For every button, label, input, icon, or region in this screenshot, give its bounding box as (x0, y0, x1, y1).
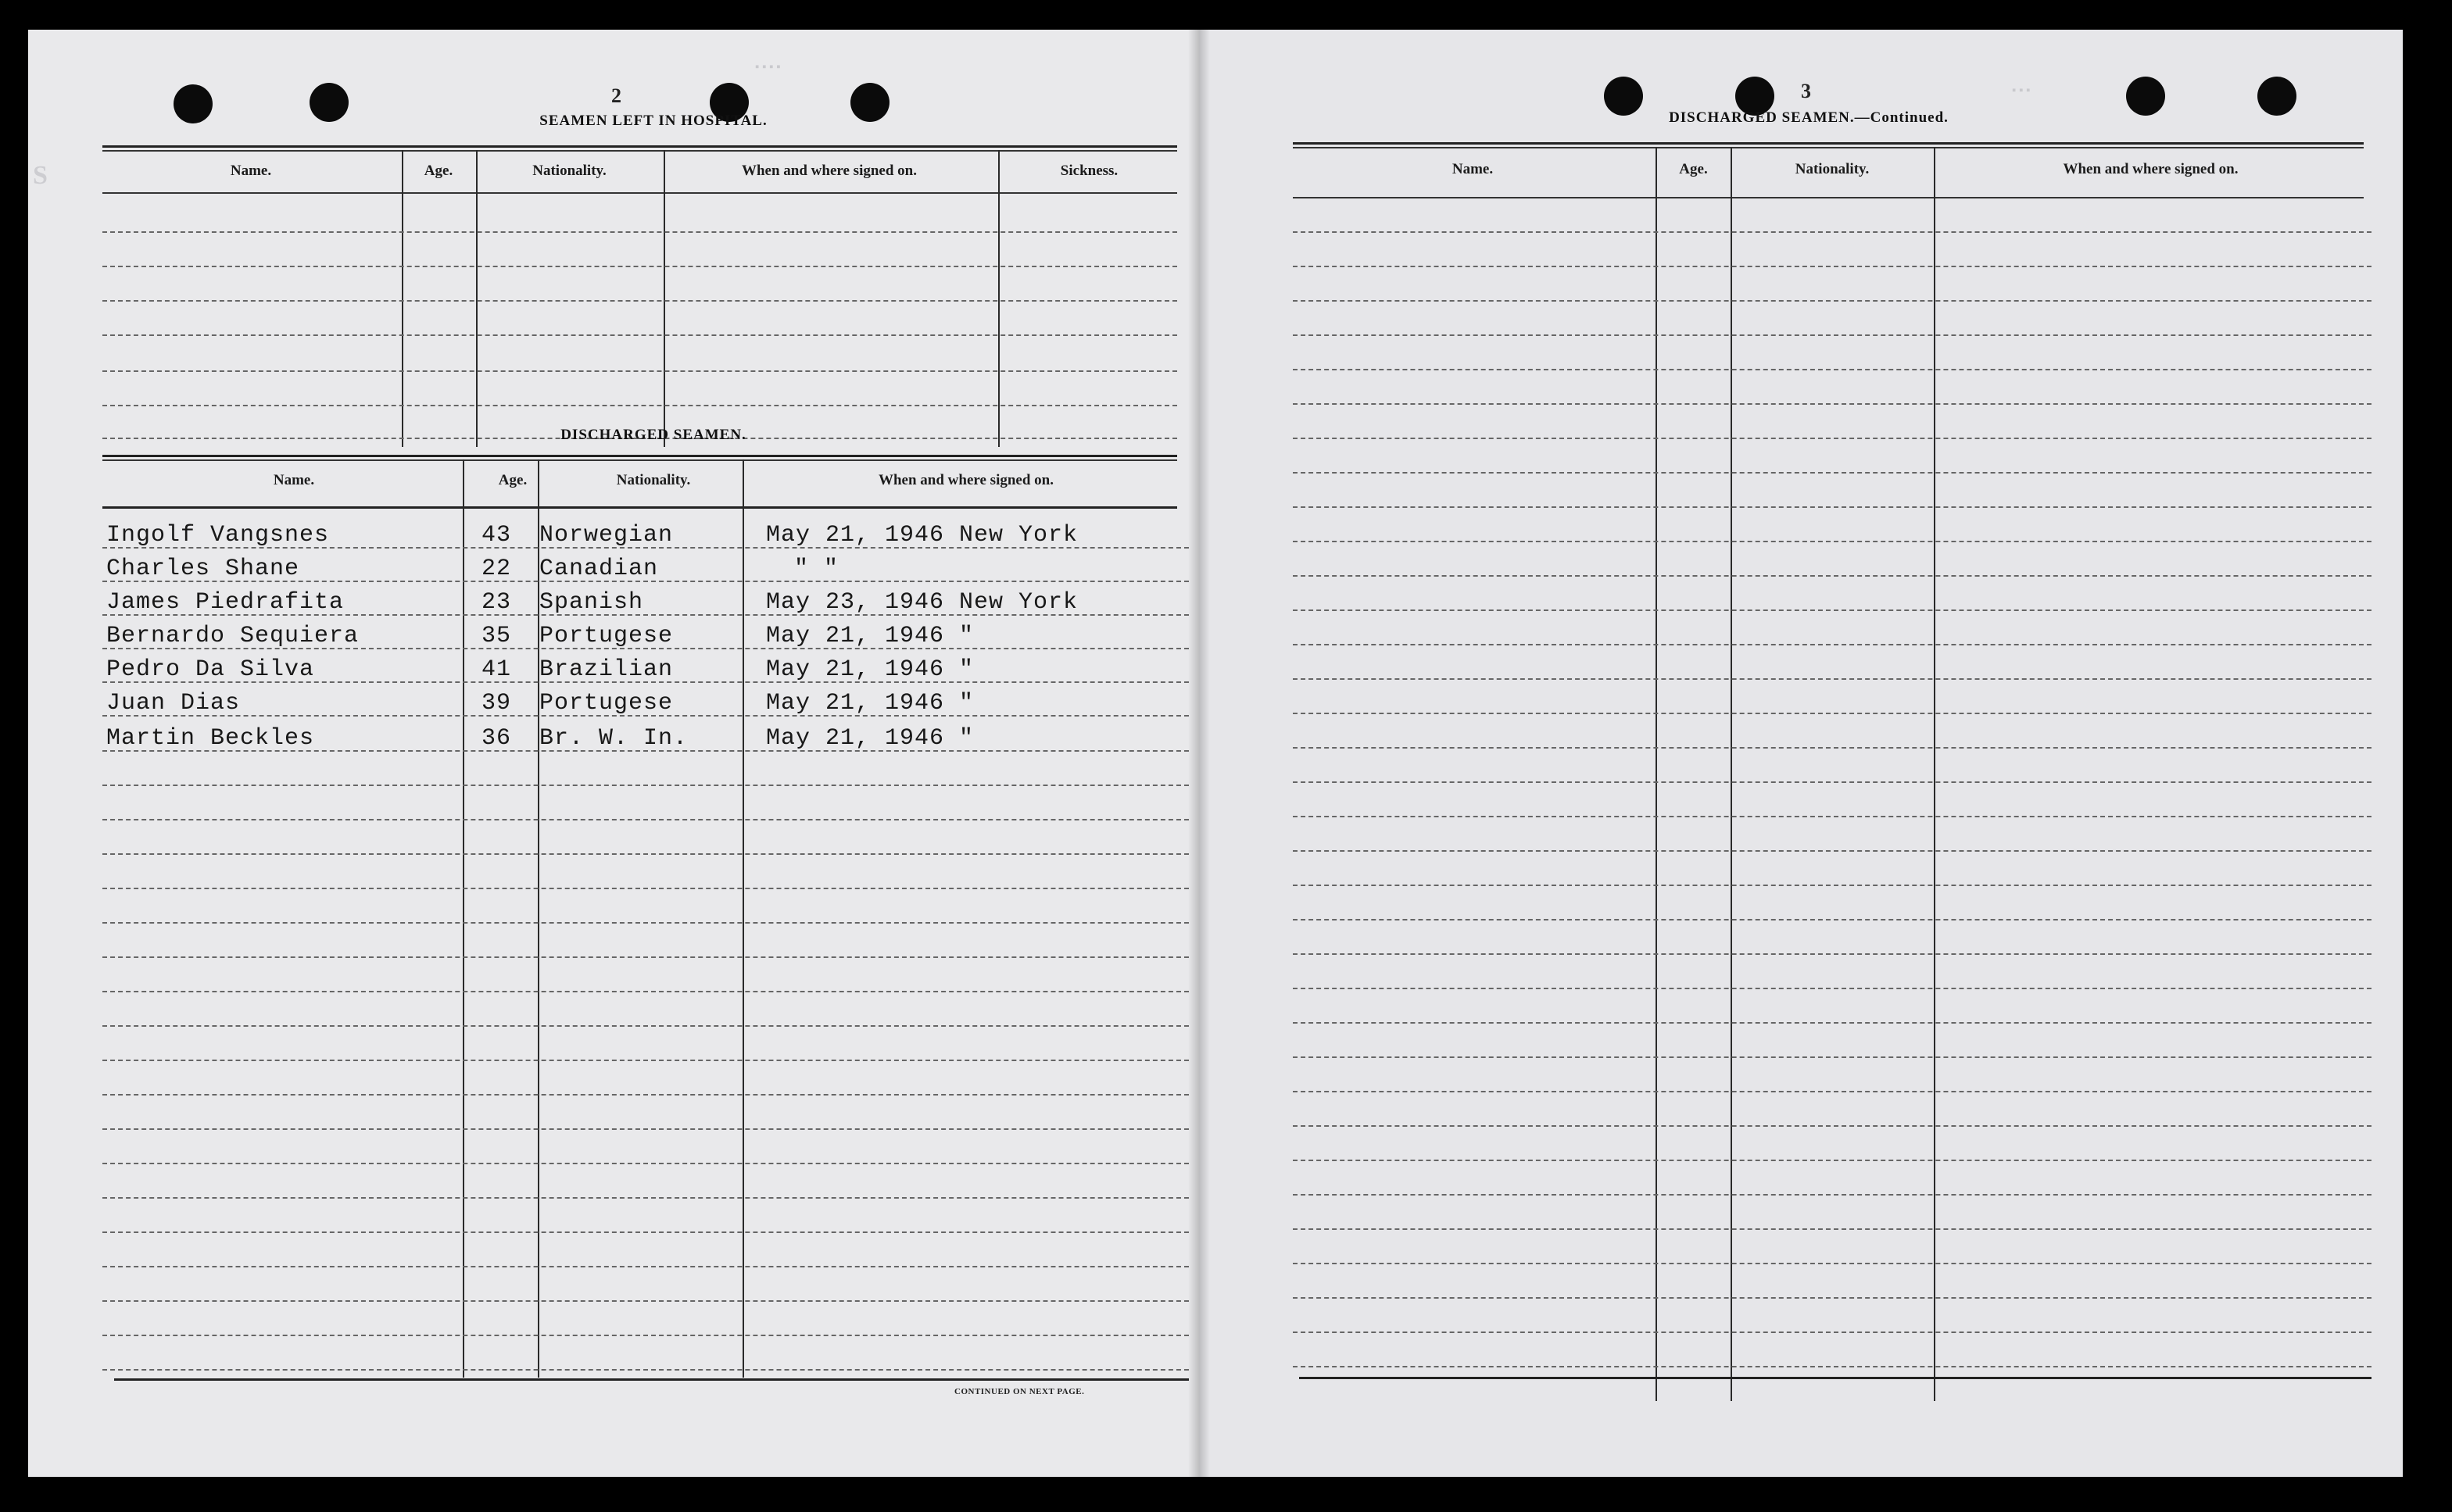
header-rule (1293, 197, 2364, 198)
seaman-age: 23 (481, 589, 512, 616)
seaman-age: 43 (481, 522, 512, 549)
seaman-age: 39 (481, 690, 512, 717)
blank-row (1293, 644, 2371, 645)
blank-row (102, 1128, 1189, 1130)
column-divider (463, 459, 464, 1378)
blank-row (102, 1094, 1189, 1096)
blank-row (102, 1335, 1189, 1336)
top-rule (1293, 142, 2364, 145)
hospital-section-title: SEAMEN LEFT IN HOSPITAL. (539, 113, 768, 129)
column-divider (664, 150, 665, 447)
seaman-name: Pedro Da Silva (106, 656, 315, 683)
blank-row (1293, 1366, 2371, 1367)
blank-row (1293, 713, 2371, 714)
seaman-age: 22 (481, 556, 512, 582)
discharged-section-title: DISCHARGED SEAMEN. (560, 427, 746, 443)
blank-row (1293, 1331, 2371, 1333)
blank-row (1293, 1297, 2371, 1299)
seaman-name: Martin Beckles (106, 725, 315, 752)
top-rule (102, 145, 1177, 148)
blank-row (1293, 747, 2371, 749)
blank-row (102, 956, 1189, 958)
punch-hole (2126, 77, 2165, 116)
seaman-signed-on: May 21, 1946 " (766, 725, 975, 752)
blank-row (1293, 816, 2371, 817)
blank-row (1293, 334, 2371, 336)
continued-note: CONTINUED ON NEXT PAGE. (954, 1387, 1085, 1396)
blank-row (102, 1060, 1189, 1061)
bleed-through-text: ▪ ▪ ▪ ▪ (755, 61, 781, 73)
seaman-nationality: Canadian (539, 556, 659, 582)
blank-row (1293, 850, 2371, 852)
blank-row (1293, 988, 2371, 989)
right-page (1199, 30, 2403, 1477)
seaman-signed-on: May 21, 1946 " (766, 656, 975, 683)
section-rule (102, 455, 1177, 457)
seaman-signed-on: " " (794, 556, 839, 582)
punch-hole (2257, 77, 2296, 116)
blank-row (102, 785, 1189, 786)
blank-row (1293, 575, 2371, 577)
blank-row (102, 300, 1177, 302)
blank-row (1293, 506, 2371, 508)
blank-row (1293, 1125, 2371, 1127)
col-header-nationality: Nationality. (532, 163, 607, 179)
blank-row (1293, 1160, 2371, 1161)
seaman-nationality: Spanish (539, 589, 644, 616)
col-header-signed-on: When and where signed on. (2063, 161, 2239, 177)
col-header-age: Age. (1679, 161, 1708, 177)
col-header-nationality: Nationality. (1795, 161, 1870, 177)
seaman-age: 35 (481, 623, 512, 649)
left-page (28, 30, 1199, 1477)
column-divider (476, 150, 478, 447)
blank-row (102, 1300, 1189, 1302)
col-header-nationality: Nationality. (616, 472, 691, 488)
bleed-through-text: S (33, 161, 48, 190)
blank-row (102, 853, 1189, 855)
table-row-line (102, 614, 1189, 616)
blank-row (102, 819, 1189, 820)
table-row-line (102, 715, 1189, 717)
column-divider (743, 459, 744, 1378)
blank-row (102, 1266, 1189, 1267)
header-rule (102, 192, 1177, 194)
blank-row (1293, 1263, 2371, 1264)
seaman-name: Ingolf Vangsnes (106, 522, 330, 549)
blank-row (1293, 266, 2371, 267)
blank-row (1293, 1022, 2371, 1024)
bottom-rule (1299, 1377, 2371, 1379)
seaman-name: Charles Shane (106, 556, 300, 582)
blank-row (1293, 403, 2371, 405)
blank-row (1293, 1091, 2371, 1092)
blank-row (1293, 1228, 2371, 1230)
seaman-signed-on: May 21, 1946 " (766, 623, 975, 649)
col-header-name: Name. (230, 163, 272, 179)
page-number: 2 (611, 84, 621, 107)
seaman-nationality: Portugese (539, 690, 674, 717)
blank-row (1293, 369, 2371, 370)
col-header-sickness: Sickness. (1060, 163, 1119, 179)
header-rule (102, 506, 1177, 509)
seaman-age: 36 (481, 725, 512, 752)
top-rule (102, 150, 1177, 152)
blank-row (102, 922, 1189, 924)
seaman-nationality: Br. W. In. (539, 725, 689, 752)
table-row-line (102, 681, 1189, 683)
seaman-nationality: Norwegian (539, 522, 674, 549)
seaman-nationality: Brazilian (539, 656, 674, 683)
col-header-signed-on: When and where signed on. (741, 163, 917, 179)
table-row-line (102, 581, 1189, 582)
blank-row (102, 1369, 1189, 1371)
seaman-age: 41 (481, 656, 512, 683)
seaman-signed-on: May 21, 1946 New York (766, 522, 1079, 549)
seaman-name: James Piedrafita (106, 589, 345, 616)
page-number: 3 (1801, 80, 1811, 102)
punch-hole (310, 83, 349, 122)
seaman-signed-on: May 21, 1946 " (766, 690, 975, 717)
blank-row (1293, 919, 2371, 920)
column-divider (402, 150, 403, 447)
blank-row (102, 1163, 1189, 1164)
top-rule (1293, 147, 2364, 148)
blank-row (1293, 885, 2371, 886)
blank-row (1293, 472, 2371, 474)
column-divider (998, 150, 1000, 447)
page-gutter (1188, 30, 1210, 1477)
col-header-name: Name. (273, 472, 315, 488)
seaman-name: Bernardo Sequiera (106, 623, 360, 649)
section-rule (102, 459, 1177, 461)
seaman-nationality: Portugese (539, 623, 674, 649)
col-header-age: Age. (424, 163, 453, 179)
blank-row (102, 1025, 1189, 1027)
bottom-rule (114, 1378, 1189, 1381)
col-header-signed-on: When and where signed on. (878, 472, 1054, 488)
table-row-line (102, 547, 1189, 549)
blank-row (1293, 300, 2371, 302)
blank-row (1293, 609, 2371, 611)
blank-row (1293, 781, 2371, 783)
seaman-name: Juan Dias (106, 690, 241, 717)
section-title: DISCHARGED SEAMEN.—Continued. (1669, 109, 1949, 126)
col-header-name: Name. (1452, 161, 1494, 177)
blank-row (102, 266, 1177, 267)
blank-row (102, 1197, 1189, 1199)
blank-row (1293, 678, 2371, 680)
blank-row (1293, 953, 2371, 955)
blank-row (1293, 438, 2371, 439)
punch-hole (174, 84, 213, 123)
blank-row (102, 1231, 1189, 1233)
blank-row (102, 405, 1177, 406)
blank-row (102, 231, 1177, 233)
table-row-line (102, 750, 1189, 752)
blank-row (1293, 231, 2371, 233)
blank-row (1293, 541, 2371, 542)
blank-row (1293, 1056, 2371, 1058)
seaman-signed-on: May 23, 1946 New York (766, 589, 1079, 616)
blank-row (102, 370, 1177, 372)
blank-row (1293, 1194, 2371, 1196)
blank-row (102, 334, 1177, 336)
bleed-through-text: ▪ ▪ ▪ (2012, 84, 2031, 97)
blank-row (102, 991, 1189, 992)
blank-row (102, 888, 1189, 889)
table-row-line (102, 648, 1189, 649)
col-header-age: Age. (498, 472, 528, 488)
